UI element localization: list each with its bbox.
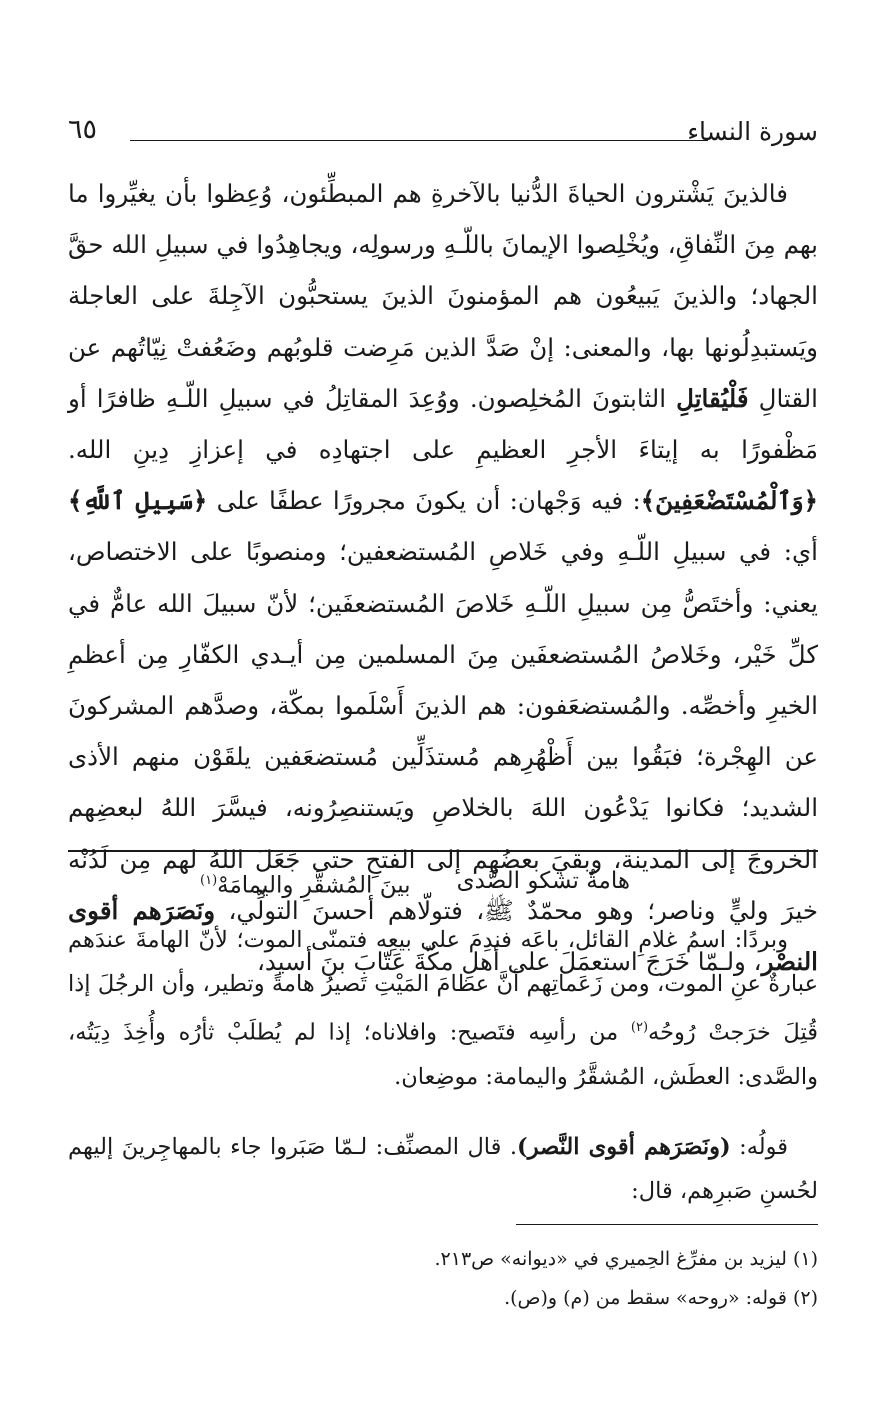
- main-text-segment: : فيه وَجْهان: أن يكونَ مجرورًا عطفًا على: [207, 486, 641, 516]
- quran-quote: ﴿سَبِيلِ ٱللَّهِ﴾: [68, 486, 208, 516]
- footnote-reference: (٢): [630, 1020, 649, 1035]
- main-text-segment: فالذينَ يَشْترون الحياةَ الدُّنيا بالآخرةِ هم المبطِّئون، وُعِظوا بأن يغيِّروا ما بهم مِنَ النِّفاقِ، ويُخْلِصوا الإيمانَ باللّـهِ ورسولِه، ويجاهِدُوا في سبيلِ الله حقَّ الجهاد؛ والذينَ يَبيعُون هم المؤمنونَ الذينَ يستحبُّون الآجِلةَ على العاجلة ويَستبدِلُونها بها، والمعنى: إنْ صَدَّ الذين مَرِضت قلوبُهم وضَعُفتْ نِيّاتُهم عن القتالِ: [68, 179, 818, 413]
- section-divider: [68, 850, 818, 852]
- quran-quote: ﴿وَٱلْمُسْتَضْعَفِينَ﴾: [640, 486, 818, 516]
- gloss-text-segment: من رأسِه فتَصيح: وافلاناه؛ إذا لم يُطلَبْ ثأرُه وأُخِذَ دِيَتُه، والصَّدى: العطَش، المُشقَّرُ واليمامة: موضِعان.: [68, 1019, 818, 1090]
- page-number: ٦٥: [68, 114, 98, 145]
- bold-quote: (ونَصَرَهم أقوى النَّصر): [517, 1133, 731, 1160]
- gloss-paragraph: [68, 1125, 818, 1213]
- bold-phrase: ونَصَرَهم أقوى النصْر: [68, 895, 818, 977]
- bold-term: فَلْيُقاتِلِ: [676, 383, 749, 413]
- gloss-text-segment: قولُه:: [730, 1133, 789, 1160]
- verse-first-hemistich: هامةٌ تشكو الصَّدى: [456, 868, 630, 894]
- gloss-paragraph: [68, 918, 818, 1099]
- surah-title: سورة النساء: [687, 117, 818, 146]
- footnote-rule: [516, 1224, 818, 1225]
- main-text-segment: الثابتونَ المُخلِصون. ووُعِدَ المقاتِلُ في سبيلِ اللّـهِ ظافرًا أو مَظْفورًا به إيتاءَ الأجرِ العظيمِ على اجتهادِه في إعزازِ دِينِ الله.: [68, 383, 818, 465]
- footnotes: [68, 1240, 818, 1318]
- footnote-reference: (١): [200, 873, 218, 888]
- gloss-text-segment: . قال المصنِّف: لـمّا صَبَروا جاء بالمهاجِرينَ إليهم لحُسنِ صَبرِهم، قال:: [68, 1133, 818, 1204]
- gloss-text-segment: وبردًا: اسمُ غلامِ القائل، باعَه فندِمَ على بيعِه فتمنّى الموت؛ لأنّ الهامةَ عندَهم عبارةٌ عنِ الموت، ومن زَعَماتِهم أنَّ عظامَ المَيْتِ تَصيرُ هامةً وتطير، وأن الرجُلَ إذا قُتِلَ خرَجتْ رُوحُه: [68, 927, 818, 1046]
- main-text-segment: أي: في سبيلِ اللّـهِ وفي خَلاصِ المُستضعفين؛ ومنصوبًا على الاختصاص، يعني: وأختَصُّ مِن سبيلِ اللّـهِ خَلاصَ المُستضعفَين؛ لأنّ سبيلَ الله عامٌّ في كلِّ خَيْر، وخَلاصُ المُستضعفَين مِنَ المسلمين مِن أيـدي الكفّارِ مِن أعظمِ الخيرِ وأخصِّه. والمُستضعَفون: هم الذينَ أَسْلَموا بمكّة، وصدَّهم المشركونَ عن الهِجْرة؛ فبَقُوا بين أَظْهُرِهم مُستذَلِّين مُستضعَفين يلقَوْن منهم الأذى الشديد؛ فكانوا يَدْعُون اللهَ بالخلاصِ ويَستنصِرُونه، فيسَّرَ اللهُ لبعضِهم الخروجَ إلى المدينة، وبقيَ بعضُهم إلى الفتحِ حتى جَعَلَ اللهُ لهم مِن لَدُنْه خيرَ وليٍّ وناصر؛ وهو محمّدٌ ﷺ، فتولّاهم أحسنَ التولِّي،: [68, 537, 818, 925]
- main-text-segment: ، ولـمّا خَرَجَ استعمَلَ على أهلِ مكّةَ عَتّابَ بنَ أسيد،: [256, 947, 762, 977]
- footnote-item: (١) ليزيد بن مفرِّغ الحِميري في «ديوانه» ص٢١٣.: [434, 1248, 818, 1270]
- header-rule: [130, 140, 708, 141]
- verse-text: بينَ المُشقَّرِ واليمامَهْ: [217, 872, 411, 899]
- verse-second-hemistich: [200, 858, 411, 909]
- gloss-text: [68, 918, 818, 1213]
- poetry-verse: [200, 858, 630, 908]
- page-header: [68, 112, 818, 152]
- footnote-item: (٢) قوله: «روحه» سقط من (م) و(ص).: [504, 1287, 818, 1309]
